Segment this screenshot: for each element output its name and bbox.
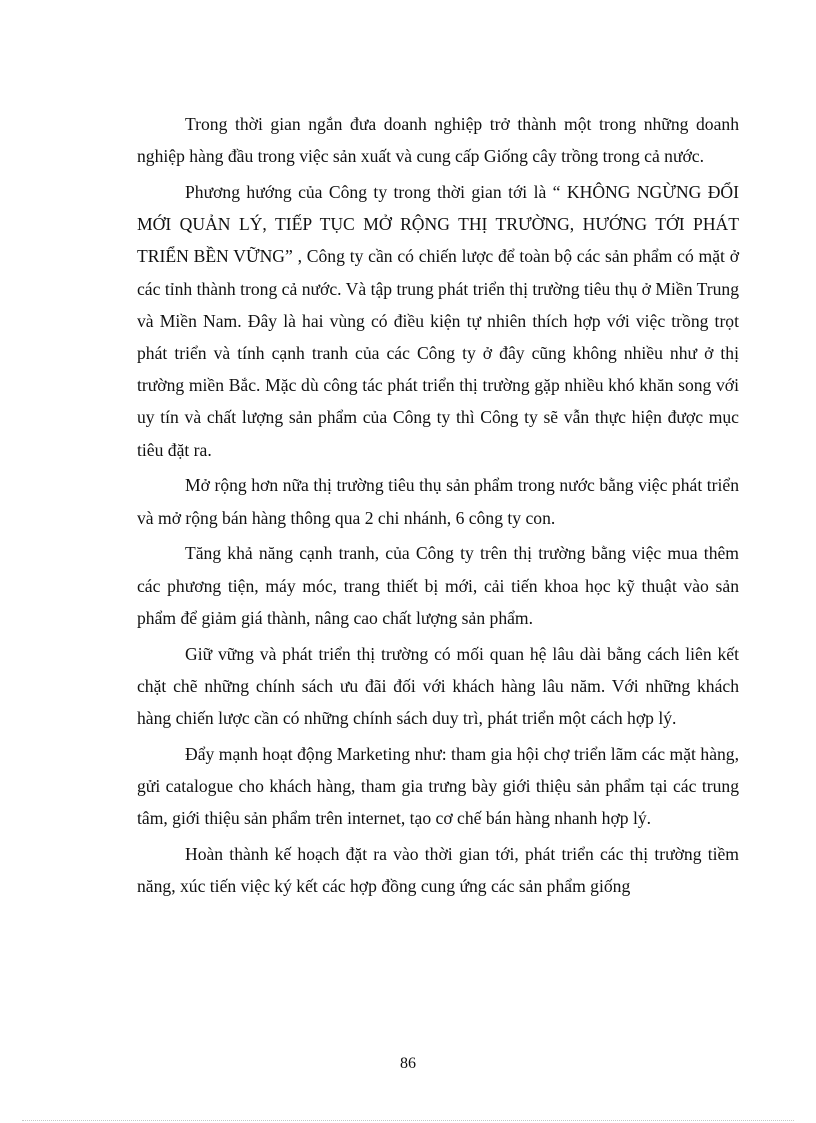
- paragraph-6: Đẩy mạnh hoạt động Marketing như: tham gia hội chợ triển lãm các mặt hàng, gửi catalogue cho khách hàng, tham gia trưng bày giới thiệu sản phẩm tại các trung tâm, giới thiệu sản phẩm trên internet, tạo cơ chế bán hàng nhanh hợp lý.: [137, 743, 739, 829]
- paragraph-2: Phương hướng của Công ty trong thời gian tới là “ KHÔNG NGỪNG ĐỔI MỚI QUẢN LÝ, TIẾP TỤC MỞ RỘNG THỊ TRƯỜNG, HƯỚNG TỚI PHÁT TRIỂN BỀN VỮNG” , Công ty cần có chiến lược để toàn bộ các sản phẩm có mặt ở các tỉnh thành trong cả nước. Và tập trung phát triển thị trường tiêu thụ ở Miền Trung và Miền Nam. Đây là hai vùng có điều kiện tự nhiên thích hợp với việc trồng trọt phát triển và tính cạnh tranh của các Công ty ở đây cũng không nhiều như ở thị trường miền Bắc. Mặc dù công tác phát triển thị trường gặp nhiều khó khăn song với uy tín và chất lượng sản phẩm của Công ty thì Công ty sẽ vẫn thực hiện được mục tiêu đặt ra.: [137, 182, 739, 460]
- page-bottom-border: [22, 1120, 794, 1121]
- page-number: 86: [400, 1055, 416, 1072]
- paragraph-1: Trong thời gian ngắn đưa doanh nghiệp trở thành một trong những doanh nghiệp hàng đầu trong việc sản xuất và cung cấp Giống cây trồng trong cả nước.: [137, 114, 739, 167]
- paragraph-5: Giữ vững và phát triển thị trường có mối quan hệ lâu dài bằng cách liên kết chặt chẽ những chính sách ưu đãi đối với khách hàng lâu năm. Với những khách hàng chiến lược cần có những chính sách duy trì, phát triển một cách hợp lý.: [137, 643, 739, 729]
- paragraph-7: Hoàn thành kế hoạch đặt ra vào thời gian tới, phát triển các thị trường tiềm năng, xúc tiến việc ký kết các hợp đồng cung ứng các sản phẩm giống: [137, 844, 739, 897]
- paragraph-4: Tăng khả năng cạnh tranh, của Công ty trên thị trường bằng việc mua thêm các phương tiện, máy móc, trang thiết bị mới, cải tiến khoa học kỹ thuật vào sản phẩm để giảm giá thành, nâng cao chất lượng sản phẩm.: [137, 543, 739, 628]
- body-text: [137, 108, 739, 906]
- paragraph-3: Mở rộng hơn nữa thị trường tiêu thụ sản phẩm trong nước bằng việc phát triển và mở rộng bán hàng thông qua 2 chi nhánh, 6 công ty con.: [137, 475, 739, 528]
